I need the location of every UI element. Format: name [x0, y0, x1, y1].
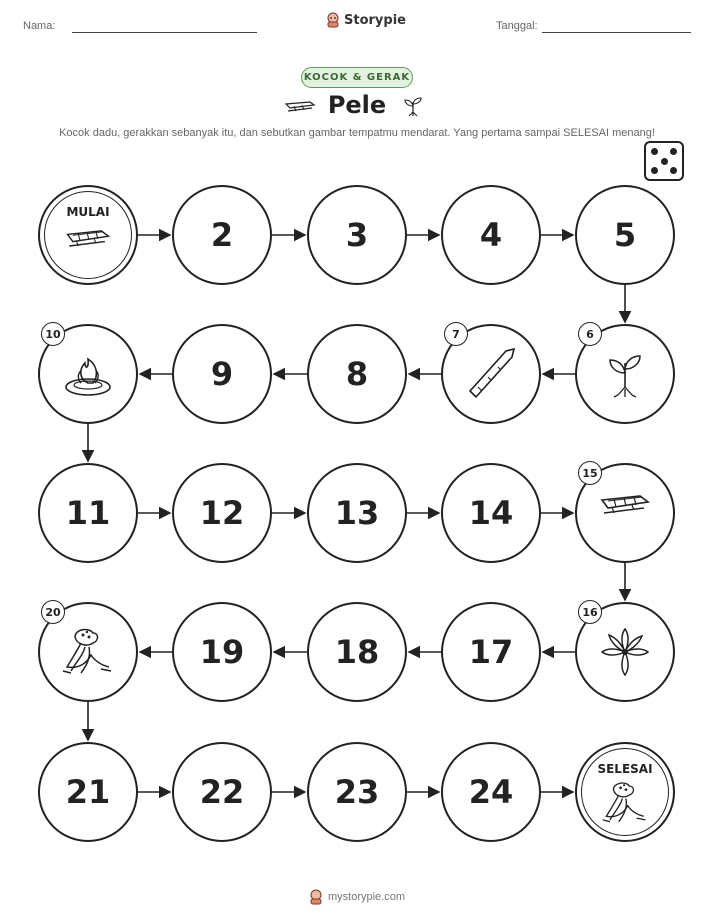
- finish-square: [575, 742, 675, 842]
- board-square-3: [307, 185, 407, 285]
- canoe-icon: [64, 222, 112, 270]
- board-square-23: [307, 742, 407, 842]
- square-number-badge: 10: [41, 322, 65, 346]
- board-square-9: [172, 324, 272, 424]
- storypie-mascot-icon: [309, 889, 323, 905]
- brand-name: Storypie: [344, 12, 406, 28]
- square-number: 17: [468, 633, 514, 671]
- footer: [309, 889, 405, 905]
- square-number: 3: [345, 216, 369, 254]
- board-square-21: [38, 742, 138, 842]
- square-number: 4: [479, 216, 503, 254]
- square-number: 11: [65, 494, 111, 532]
- square-number: 19: [199, 633, 245, 671]
- square-number: 24: [468, 773, 514, 811]
- board-square-5: [575, 185, 675, 285]
- board-square-18: [307, 602, 407, 702]
- square-number: 23: [334, 773, 380, 811]
- square-number-badge: 20: [41, 600, 65, 624]
- board-square-19: [172, 602, 272, 702]
- canoe-icon: [598, 486, 652, 540]
- square-number-badge: 15: [578, 461, 602, 485]
- square-number: 2: [210, 216, 234, 254]
- board-square-8: [307, 324, 407, 424]
- square-number: 14: [468, 494, 514, 532]
- page-title: Pele: [327, 91, 387, 119]
- square-number: 9: [210, 355, 234, 393]
- square-number: 13: [334, 494, 380, 532]
- board-square-4: [441, 185, 541, 285]
- start-label: MULAI: [66, 205, 110, 219]
- board-square-24: [441, 742, 541, 842]
- square-number: 18: [334, 633, 380, 671]
- square-number: 12: [199, 494, 245, 532]
- board-square-11: [38, 463, 138, 563]
- square-number: 8: [345, 355, 369, 393]
- activity-tag: KOCOK & GERAK: [301, 67, 413, 88]
- flower-icon: [598, 625, 652, 679]
- board-square-12: [172, 463, 272, 563]
- square-number-badge: 7: [444, 322, 468, 346]
- footer-url: mystorypie.com: [328, 891, 406, 903]
- square-number: 21: [65, 773, 111, 811]
- board-square-2: [172, 185, 272, 285]
- square-number: 5: [613, 216, 637, 254]
- board-square-22: [172, 742, 272, 842]
- sprout-icon: [598, 347, 652, 401]
- square-number: 22: [199, 773, 245, 811]
- lava-volcano-icon: [61, 625, 115, 679]
- instructions: Kocok dadu, gerakkan sebanyak itu, dan sebutkan gambar tempatmu mendarat. Yang pertama sampai SELESAI menang!: [59, 127, 655, 139]
- square-number-badge: 6: [578, 322, 602, 346]
- fire-pit-icon: [61, 347, 115, 401]
- board-square-17: [441, 602, 541, 702]
- name-label: Nama:: [23, 20, 56, 32]
- lava-volcano-icon: [601, 779, 649, 827]
- square-number-badge: 16: [578, 600, 602, 624]
- board-square-13: [307, 463, 407, 563]
- finish-label: SELESAI: [597, 762, 653, 776]
- start-square: [38, 185, 138, 285]
- digging-stick-icon: [464, 347, 518, 401]
- board-square-14: [441, 463, 541, 563]
- date-label: Tanggal:: [496, 20, 538, 32]
